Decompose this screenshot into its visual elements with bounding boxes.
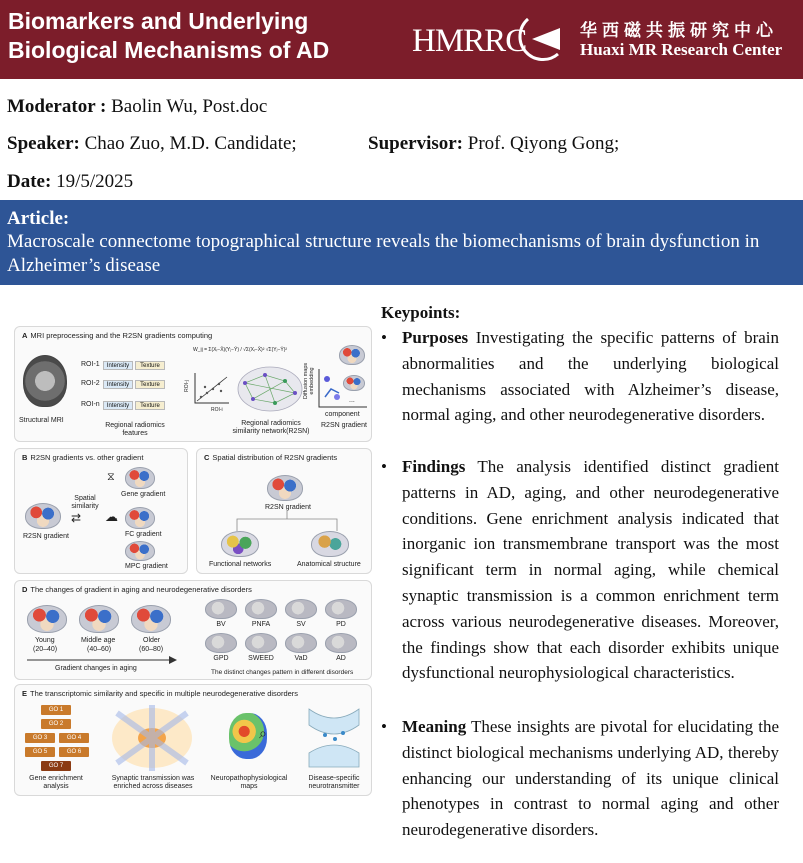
roi-n-label: ROI-n	[81, 401, 100, 408]
bullet-icon: •	[381, 457, 387, 476]
cap-synaptic: Synaptic transmission was enriched across diseases	[111, 775, 195, 790]
panel-e-title-text: The transcriptomic similarity and specific in multiple neurodegenerative disorders	[30, 689, 299, 698]
supervisor-value: Prof. Qiyong Gong;	[467, 133, 620, 154]
disease-label-bv: BV	[216, 621, 226, 628]
panel-b-title	[22, 453, 143, 462]
scatter-plot-icon	[191, 371, 231, 407]
disease-label-ad: AD	[336, 655, 346, 662]
cap-r2sn-gradient: R2SN gradient	[321, 422, 367, 429]
roi-2-label: ROI-2	[81, 380, 100, 387]
anatomical-structure-label: Anatomical structure	[297, 561, 361, 568]
date-row	[7, 171, 133, 193]
axis-roi-j: ROI-j	[183, 380, 190, 392]
aging-caption: Gradient changes in aging	[55, 665, 137, 672]
older-brain	[131, 605, 171, 633]
keypoint-findings	[381, 454, 779, 686]
moderator-label: Moderator :	[7, 96, 107, 117]
panel-d-title-text: The changes of gradient in aging and neurodegenerative disorders	[30, 585, 252, 594]
cap-gene-enrichment: Gene enrichment analysis	[29, 775, 83, 790]
page-title	[8, 7, 329, 65]
disease-brain-bv	[205, 599, 237, 619]
disease-brain-vad	[285, 633, 317, 653]
panel-a-title-text: MRI preprocessing and the R2SN gradients computing	[30, 331, 213, 340]
panel-c-title	[204, 453, 337, 462]
gene-gradient-brain	[125, 467, 155, 489]
graphical-abstract-figure	[14, 326, 372, 796]
brain-outline-icon: ☁	[105, 509, 118, 524]
disease-label-sv: SV	[296, 621, 306, 628]
supervisor-row	[368, 133, 619, 155]
r2sn-gradient-label-b: R2SN gradient	[23, 533, 69, 540]
go-term-5: GO 5	[25, 747, 55, 757]
older-label: Older	[143, 637, 161, 644]
panel-b	[14, 448, 188, 574]
keypoint-purposes	[381, 325, 779, 428]
texture-box-2: Texture	[135, 380, 165, 389]
speaker-row	[7, 133, 297, 155]
young-label: Young	[35, 637, 55, 644]
disease-label-vad: VaD	[294, 655, 308, 662]
mpc-gradient-brain	[125, 541, 155, 561]
disease-label-pnfa: PNFA	[251, 621, 271, 628]
anatomical-structure-brain	[311, 531, 349, 557]
intensity-box-n: Intensity	[103, 401, 133, 410]
keypoint-meaning	[381, 714, 779, 843]
hmrrc-logo	[410, 12, 800, 68]
cap-neurotransmitter: Disease-specific neurotransmitter	[308, 775, 360, 790]
panel-a	[14, 326, 372, 442]
keypoints-title: Keypoints:	[381, 303, 461, 322]
gene-gradient-label: Gene gradient	[121, 491, 166, 498]
article-band	[0, 200, 803, 285]
hmrrc-logo-mark	[410, 14, 570, 64]
disease-label-gpd: GPD	[213, 655, 229, 662]
r2sn-network-graphic	[235, 363, 305, 415]
article-title: Macroscale connectome topographical structure reveals the biomechanisms of brain dysfunction in Alzheimer’s disease	[7, 231, 760, 276]
title-line-2: Biological Mechanisms of AD	[8, 37, 330, 63]
disease-brain-sv	[285, 599, 317, 619]
speaker-value: Chao Zuo, M.D. Candidate;	[84, 133, 297, 154]
panel-d-letter: D	[22, 585, 28, 594]
synaptic-transmission-graphic	[107, 703, 197, 773]
go-term-6: GO 6	[59, 747, 89, 757]
panel-e	[14, 684, 372, 796]
component-label: component	[325, 411, 360, 418]
article-label: Article:	[7, 208, 70, 229]
speaker-label: Speaker:	[7, 133, 80, 154]
panel-d	[14, 580, 372, 680]
go-term-2: GO 2	[41, 719, 71, 729]
middle-age-label: Middle age	[81, 637, 116, 644]
panel-d-title	[22, 585, 252, 594]
panel-a-title	[22, 331, 212, 340]
bullet-icon: •	[381, 717, 387, 736]
go-term-1: GO 1	[41, 705, 71, 715]
go-term-4: GO 4	[59, 733, 89, 743]
dna-icon: ⧖	[107, 471, 115, 483]
texture-box-n: Texture	[135, 401, 165, 410]
keypoint-purposes-label: Purposes	[402, 328, 469, 347]
cap-r2sn-network: Regional radiomics similarity network(R2SN)	[232, 420, 310, 435]
date-label: Date:	[7, 171, 52, 192]
panel-b-title-text: R2SN gradients vs. other gradient	[30, 453, 144, 462]
fc-gradient-brain	[125, 507, 155, 529]
panel-e-letter: E	[22, 689, 28, 698]
young-range: (20–40)	[33, 646, 58, 653]
title-line-1: Biomarkers and Underlying	[8, 8, 309, 34]
disease-label-sweed: SWEED	[248, 655, 274, 662]
logo-mark-text: HMRRC	[412, 23, 527, 59]
r2sn-gradient-brain-a2	[343, 375, 365, 391]
panel-e-title	[22, 689, 298, 698]
logo-english-text: Huaxi MR Research Center	[580, 40, 783, 59]
moderator-value: Baolin Wu, Post.doc	[111, 96, 268, 117]
similarity-arrows-icon: ⇄	[71, 511, 82, 525]
bullet-icon: •	[381, 328, 387, 347]
roi-1-label: ROI-1	[81, 361, 100, 368]
panel-b-letter: B	[22, 453, 28, 462]
panel-c-title-text: Spatial distribution of R2SN gradients	[212, 453, 338, 462]
disease-brain-pnfa	[245, 599, 277, 619]
spatial-similarity-label: Spatial similarity	[71, 495, 99, 510]
structural-mri-image	[23, 355, 67, 407]
header-banner	[0, 0, 803, 79]
keypoint-findings-text: The analysis identified distinct gradient patterns in AD, aging, and other neurodegenerative conditions. Gene enrichment analysis indicated that inorganic ion transmembrane transport was the most significant term in normal aging, while chemical synaptic transmission is a common enrichment term across various neurodegenerative diseases. Moreover, the findings show that each disorder exhibits unique dysfunctional neurophysiological characteristics.	[402, 457, 779, 683]
axis-roi-i: ROI-i	[211, 407, 223, 413]
disease-brain-ad	[325, 633, 357, 653]
disease-brain-pd	[325, 599, 357, 619]
middle-age-brain	[79, 605, 119, 633]
intensity-box-2: Intensity	[103, 380, 133, 389]
keypoint-findings-label: Findings	[402, 457, 466, 476]
functional-networks-label: Functional networks	[209, 561, 272, 568]
go-term-3: GO 3	[25, 733, 55, 743]
panel-a-letter: A	[22, 331, 28, 340]
disease-brain-sweed	[245, 633, 277, 653]
aging-arrow	[27, 656, 177, 664]
moderator-row	[7, 96, 267, 118]
cap-neuro-maps: Neuropathophysiological maps	[210, 775, 288, 790]
panel-c	[196, 448, 372, 574]
disease-label-pd: PD	[336, 621, 346, 628]
magnifier-icon: ⌕	[259, 725, 267, 741]
date-value: 19/5/2025	[56, 171, 134, 192]
panel-c-letter: C	[204, 453, 210, 462]
texture-box-1: Texture	[135, 361, 165, 370]
neurotransmitter-graphic	[301, 703, 367, 773]
mpc-gradient-label: MPC gradient	[125, 563, 168, 570]
logo-chinese-text: 华西磁共振研究中心	[580, 21, 778, 41]
older-range: (60–80)	[139, 646, 164, 653]
disease-brain-gpd	[205, 633, 237, 653]
diffusion-maps-label: Diffusion maps embedding	[303, 362, 315, 400]
branch-lines	[227, 511, 347, 531]
go-term-7: GO 7	[41, 761, 71, 771]
r2sn-gradient-label-c: R2SN gradient	[265, 504, 311, 511]
keypoint-meaning-label: Meaning	[402, 717, 467, 736]
middle-age-range: (40–60)	[87, 646, 112, 653]
cap-structural-mri: Structural MRI	[19, 417, 64, 424]
functional-networks-brain	[221, 531, 259, 557]
young-brain	[27, 605, 67, 633]
keypoint-meaning-text: These insights are pivotal for elucidating the distinct biological mechanisms underlying AD, thereby enhancing our understanding of its unique clinical phenotypes in contrast to normal aging and other neurodegenerative disorders.	[402, 717, 779, 840]
fc-gradient-label: FC gradient	[125, 531, 162, 538]
keypoint-purposes-text: Investigating the specific patterns of brain abnormalities and the underlying biological mechanisms associated with Alzheimer’s disease, normal aging, and other neurodegenerative disorders.	[402, 328, 779, 425]
disease-caption: The distinct changes pattern in different disorders	[211, 669, 354, 676]
cap-regional-features: Regional radiomics features	[105, 422, 165, 437]
r2sn-gradient-brain-a1	[339, 345, 365, 365]
similarity-formula: W_ij = Σ(Xᵢ−X̄)(Yⱼ−Ȳ) / √Σ(Xᵢ−X̄)² √Σ(Yⱼ−Ȳ)²	[193, 347, 288, 353]
supervisor-label: Supervisor:	[368, 133, 463, 154]
ellipsis-label: ...	[349, 397, 355, 404]
r2sn-brain-c	[267, 475, 303, 501]
intensity-box-1: Intensity	[103, 361, 133, 370]
r2sn-brain-b	[25, 503, 61, 529]
